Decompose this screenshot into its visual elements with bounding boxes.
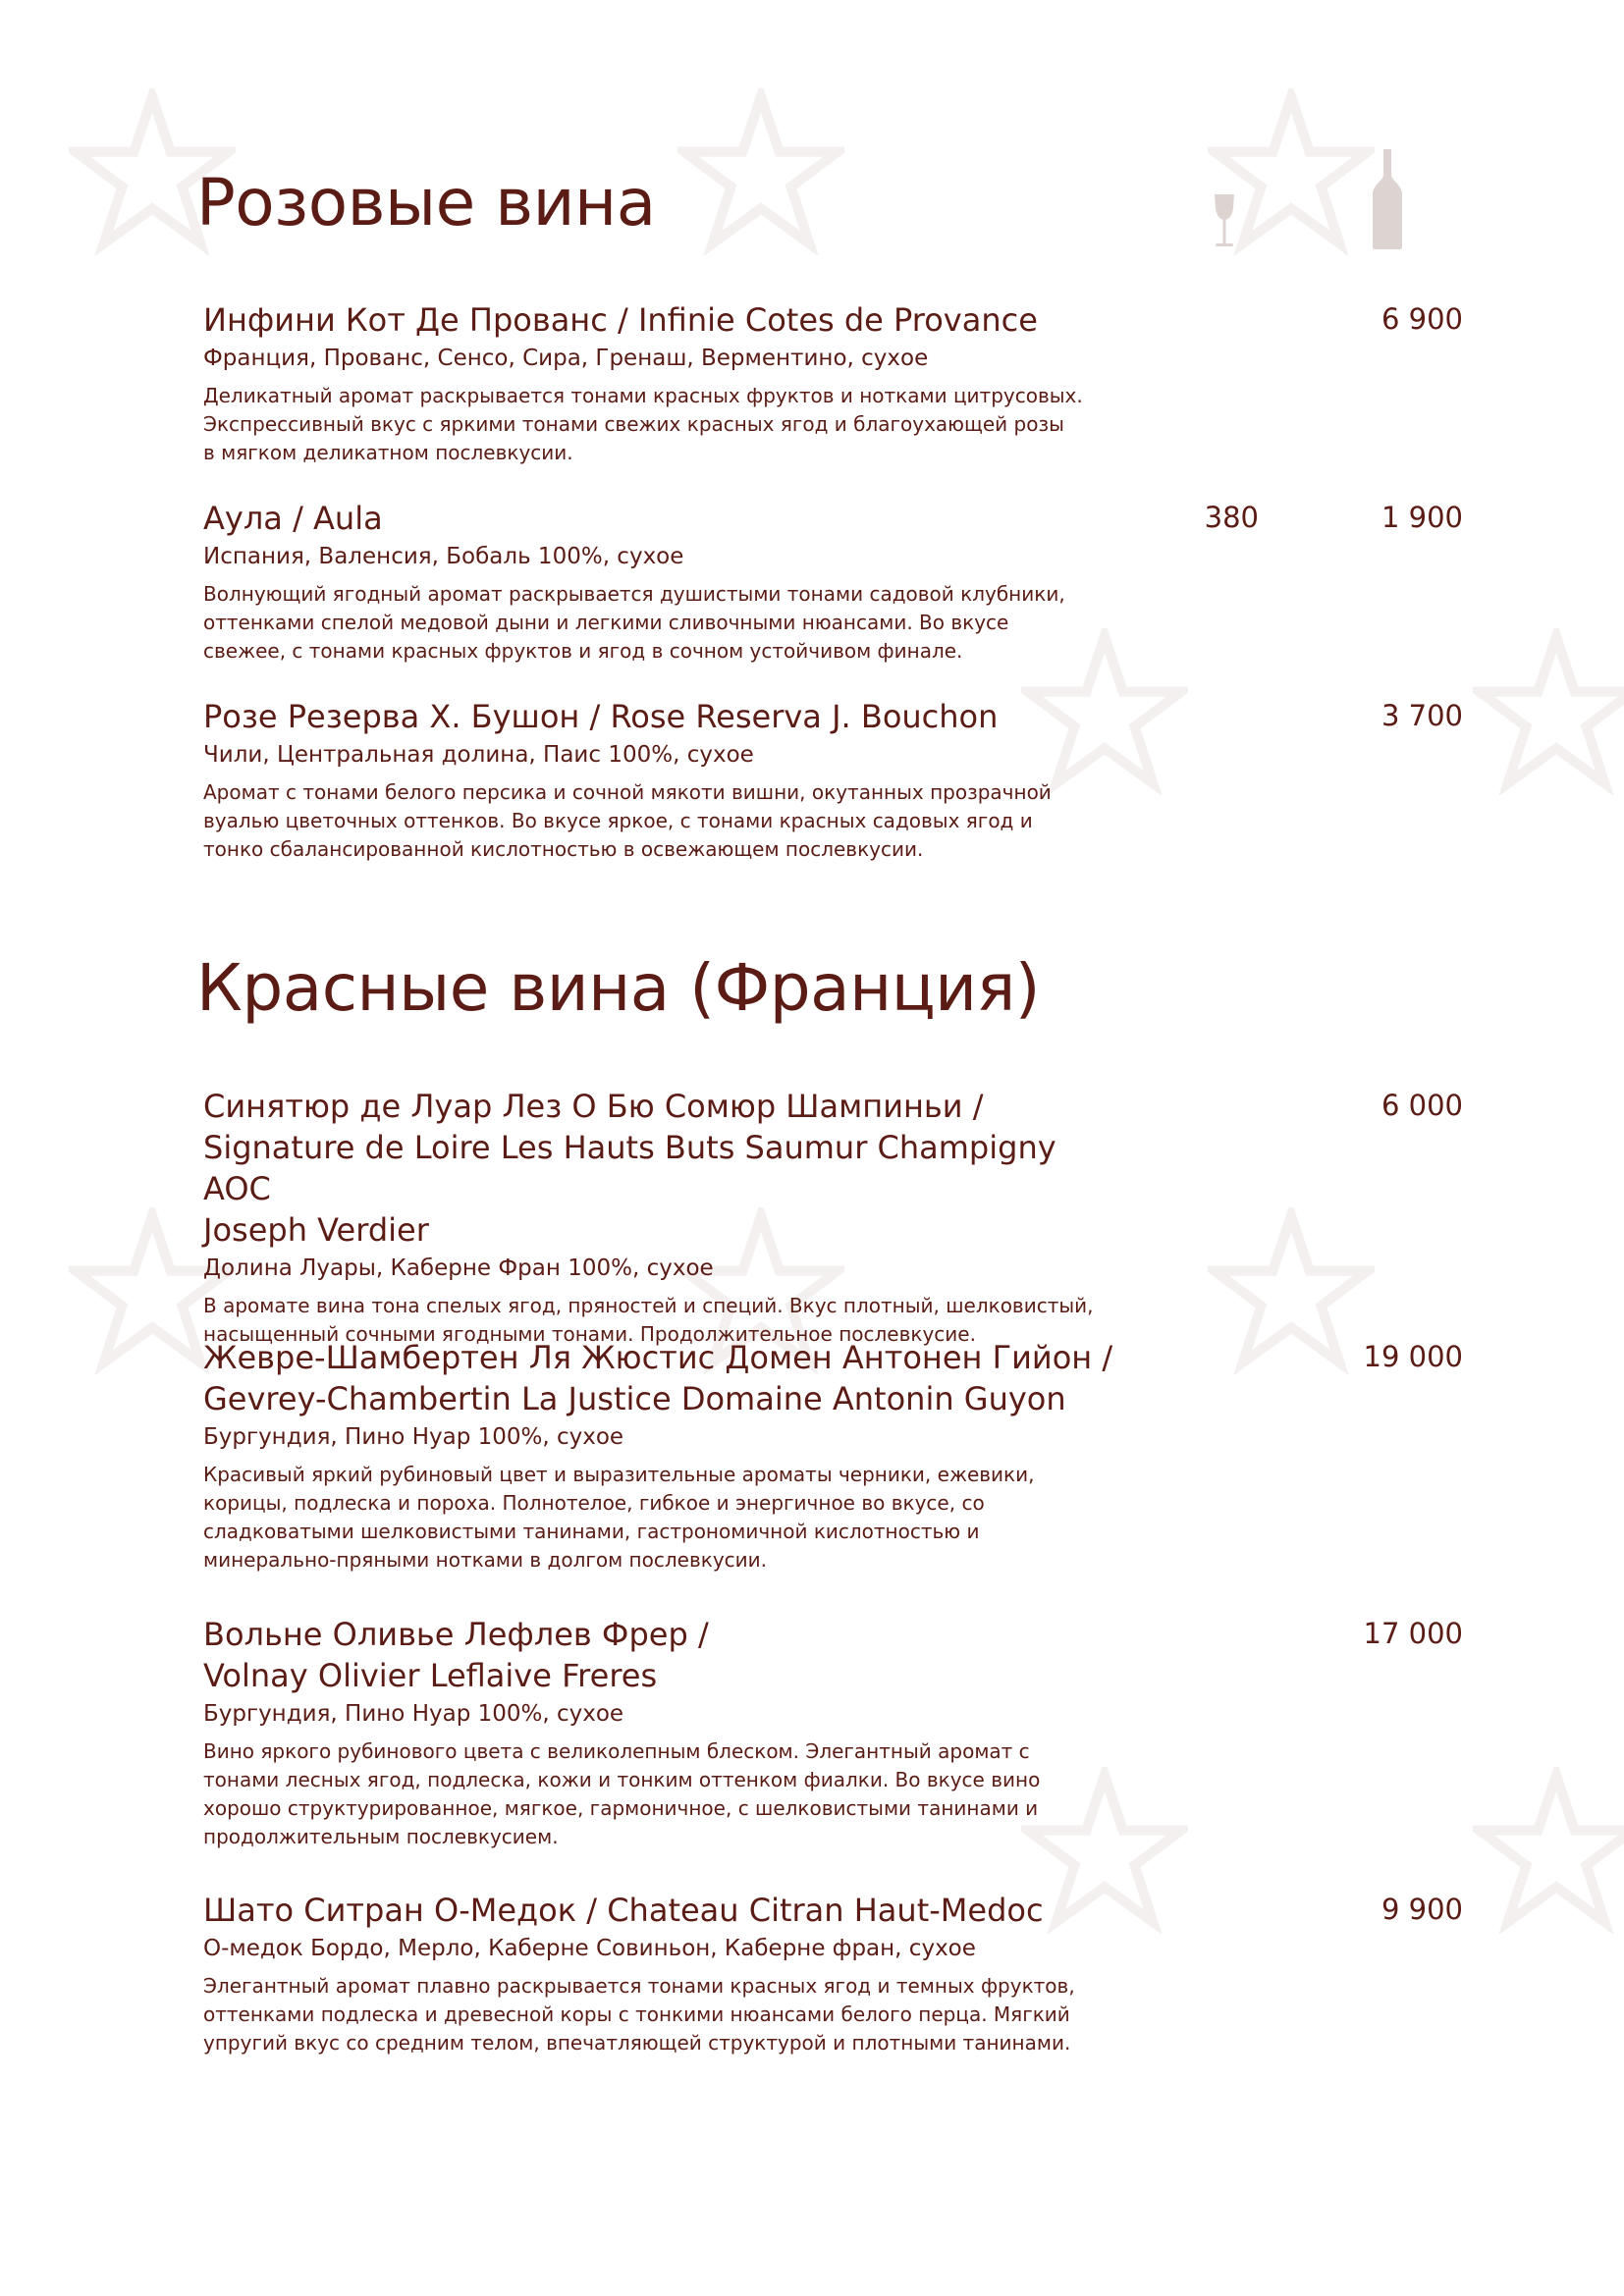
price-bottle: 3 700 — [1380, 699, 1463, 732]
wine-name-line: Signature de Loire Les Hauts Buts Saumur Champigny AOC — [203, 1129, 1056, 1207]
wine-item — [203, 1086, 1463, 1349]
description-line: корицы, подлеска и пороха. Полнотелое, гибкое и энергичное во вкусе, со — [203, 1491, 985, 1515]
description-line: оттенками подлеска и древесной коры с тонкими нюансами белого перца. Мягкий — [203, 2002, 1070, 2026]
wine-item — [203, 299, 1463, 467]
wine-origin: О-медок Бордо, Мерло, Каберне Совиньон, Каберне фран, сухое — [203, 1936, 976, 1961]
description-line: Волнующий ягодный аромат раскрывается душистыми тонами садовой клубники, — [203, 582, 1065, 606]
wine-name — [203, 498, 1126, 539]
section-title-red-france: Красные вина (Франция) — [196, 950, 1041, 1026]
wine-description — [203, 1737, 1146, 1851]
description-line: тонко сбалансированной кислотностью в освежающем послевкусии. — [203, 837, 924, 861]
wine-name-line: Жевре-Шамбертен Ля Жюстис Домен Антонен Гийон / — [203, 1339, 1113, 1376]
wine-description — [203, 382, 1146, 467]
wine-name-line: Gevrey-Chambertin La Justice Domaine Antonin Guyon — [203, 1380, 1066, 1417]
description-line: упругий вкус со средним телом, впечатляющей структурой и плотными танинами. — [203, 2031, 1071, 2055]
price-bottle: 1 900 — [1380, 501, 1463, 534]
description-line: Вино яркого рубинового цвета с великолепным блеском. Элегантный аромат с — [203, 1739, 1030, 1763]
description-line: свежее, с тонами красных фруктов и ягод в сочном устойчивом финале. — [203, 639, 963, 663]
description-line: сладковатыми шелковистыми танинами, гастрономичной кислотностью и — [203, 1520, 980, 1543]
wine-description — [203, 1461, 1146, 1575]
wine-description — [203, 1972, 1146, 2057]
section-title-rose: Розовые вина — [196, 165, 656, 240]
description-line: В аромате вина тона спелых ягод, пряностей и специй. Вкус плотный, шелковистый, — [203, 1294, 1094, 1317]
wine-name-line: Розе Резерва Х. Бушон / Rose Reserva J. Bouchon — [203, 698, 999, 735]
wine-origin: Франция, Прованс, Сенсо, Сира, Гренаш, Верментино, сухое — [203, 346, 929, 371]
wine-description — [203, 580, 1146, 666]
wine-origin: Испания, Валенсия, Бобаль 100%, сухое — [203, 544, 684, 569]
wine-origin: Чили, Центральная долина, Паис 100%, сухое — [203, 742, 754, 768]
wine-name — [203, 1337, 1126, 1419]
wine-glass-icon — [1212, 192, 1237, 249]
watermark-star-icon — [1473, 1767, 1624, 1934]
price-bottle: 19 000 — [1363, 1340, 1463, 1373]
wine-item — [203, 696, 1463, 864]
wine-name-line: Шато Ситран О-Медок / Chateau Citran Haut-Medoc — [203, 1892, 1044, 1929]
description-line: насыщенный сочными ягодными тонами. Продолжительное послевкусие. — [203, 1322, 976, 1346]
wine-name — [203, 696, 1126, 737]
wine-origin: Долина Луары, Каберне Фран 100%, сухое — [203, 1255, 714, 1281]
description-line: тонами лесных ягод, подлеска, кожи и тонким оттенком фиалки. Во вкусе вино — [203, 1768, 1041, 1791]
wine-name-line: Синятюр де Луар Лез О Бю Сомюр Шампиньи / — [203, 1088, 984, 1125]
description-line: минерально-пряными нотками в долгом послевкусии. — [203, 1548, 768, 1572]
wine-name-line: Аула / Aula — [203, 500, 383, 537]
description-line: хорошо структурированное, мягкое, гармоничное, с шелковистыми танинами и — [203, 1796, 1039, 1820]
price-glass: 380 — [1204, 501, 1259, 534]
watermark-star-icon — [677, 88, 844, 255]
description-line: Деликатный аромат раскрывается тонами красных фруктов и нотками цитрусовых. — [203, 384, 1083, 407]
description-line: продолжительным послевкусием. — [203, 1825, 559, 1848]
wine-item — [203, 498, 1463, 666]
wine-name — [203, 299, 1126, 341]
wine-item — [203, 1337, 1463, 1575]
wine-name — [203, 1086, 1126, 1251]
wine-name — [203, 1614, 1126, 1696]
wine-name-line: Вольне Оливье Лефлев Фрер / — [203, 1616, 709, 1653]
description-line: оттенками спелой медовой дыни и легкими сливочными нюансами. Во вкусе — [203, 611, 1009, 634]
price-bottle: 6 000 — [1380, 1089, 1463, 1122]
wine-name-line: Инфини Кот Де Прованс / Infinie Cotes de Provance — [203, 301, 1038, 339]
wine-name-line: Volnay Olivier Leflaive Freres — [203, 1657, 658, 1694]
wine-name-line: Joseph Verdier — [203, 1211, 429, 1249]
description-line: в мягком деликатном послевкусии. — [203, 441, 573, 464]
price-bottle: 17 000 — [1363, 1617, 1463, 1650]
price-bottle: 9 900 — [1380, 1893, 1463, 1926]
watermark-star-icon — [1473, 628, 1624, 795]
wine-origin: Бургундия, Пино Нуар 100%, сухое — [203, 1701, 624, 1727]
wine-item — [203, 1890, 1463, 2057]
wine-bottle-icon — [1373, 149, 1402, 249]
wine-description — [203, 778, 1146, 864]
description-line: Экспрессивный вкус с яркими тонами свежих красных ягод и благоухающей розы — [203, 412, 1064, 436]
wine-item — [203, 1614, 1463, 1851]
wine-name — [203, 1890, 1126, 1931]
price-bottle: 6 900 — [1380, 302, 1463, 336]
wine-origin: Бургундия, Пино Нуар 100%, сухое — [203, 1424, 624, 1450]
description-line: Красивый яркий рубиновый цвет и выразительные ароматы черники, ежевики, — [203, 1463, 1035, 1486]
description-line: вуалью цветочных оттенков. Во вкусе яркое, с тонами красных садовых ягод и — [203, 809, 1033, 832]
description-line: Элегантный аромат плавно раскрывается тонами красных ягод и темных фруктов, — [203, 1974, 1075, 1998]
description-line: Аромат с тонами белого персика и сочной мякоти вишни, окутанных прозрачной — [203, 780, 1052, 804]
